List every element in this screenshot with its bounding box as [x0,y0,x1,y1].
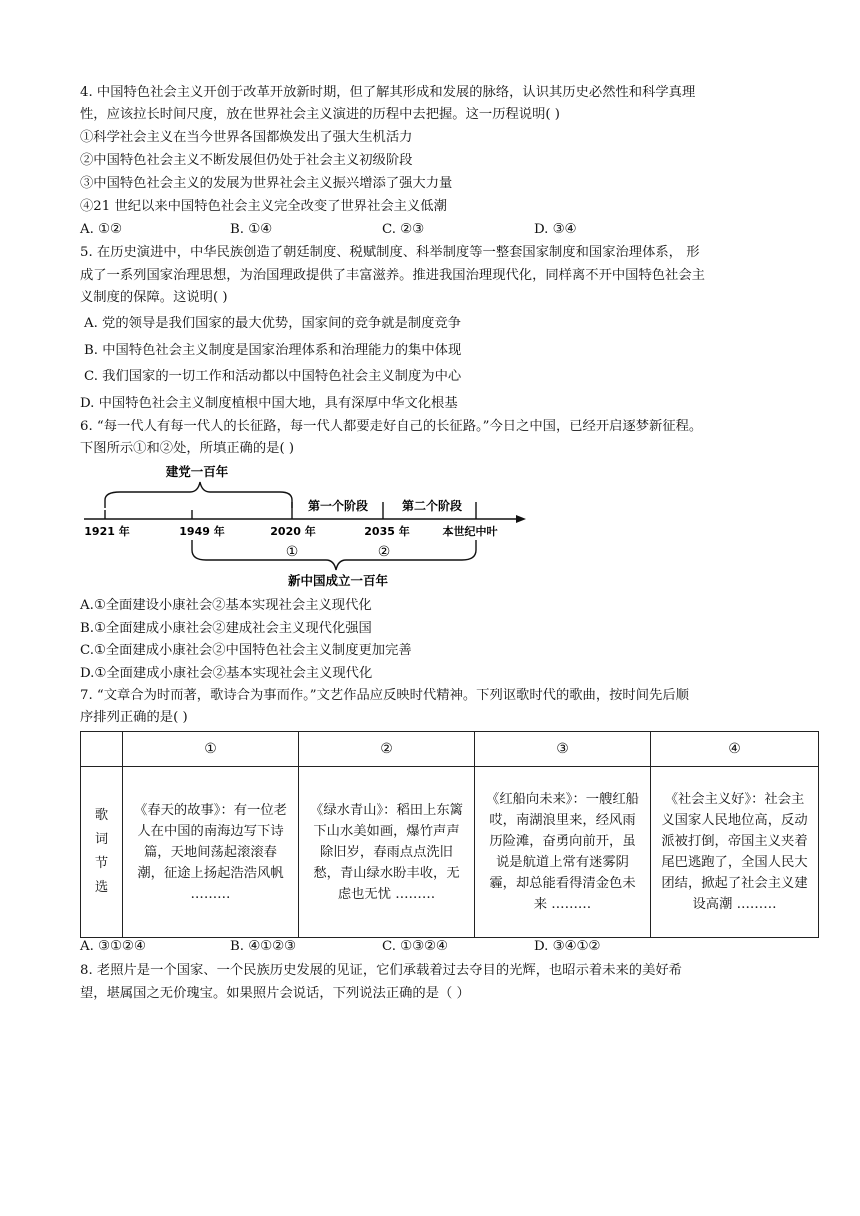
lyric-cell-2: 《绿水青山》：稻田上东篱下山水美如画，爆竹声声除旧岁，春雨点点洗旧愁，青山绿水盼丰收，无虑也无忧 ……… [299,767,475,938]
q5-stem-line-1: 5. 在历史演进中，中华民族创造了朝廷制度、税赋制度、科举制度等一整套国家制度和国家治理体系， 形 [80,245,700,260]
q4-option-c[interactable]: C. ②③ [382,222,424,237]
q7-option-a[interactable]: A. ③①②④ [80,939,146,954]
lyric-cell-3: 《红船向未来》：一艘红船哎，南湖浪里来，经风雨历险滩，奋勇向前开，虽说是航道上常有迷雾阴霾，却总能看得清金色未来 ……… [475,767,651,938]
q7-option-b[interactable]: B. ④①②③ [230,939,296,954]
marker-1: ① [285,544,299,560]
year-mid-century: 本世纪中叶 [442,525,498,538]
q7-option-d[interactable]: D. ③④①② [534,939,601,954]
q7-options [80,938,640,956]
lyric-cell-4: 《社会主义好》：社会主义国家人民地位高，反动派被打倒，帝国主义夹着尾巴逃跑了，全国人民大团结，掀起了社会主义建设高潮 ……… [651,767,819,938]
q5-option-c[interactable]: C. 我们国家的一切工作和活动都以中国特色社会主义制度为中心 [84,369,462,384]
q4-option-b[interactable]: B. ①④ [230,222,273,237]
q4-item-4: ④21 世纪以来中国特色社会主义完全改变了世界社会主义低潮 [80,199,447,214]
table-header-4: ④ [651,732,819,767]
lyrics-table [80,731,819,938]
q6-option-a[interactable]: A.①全面建设小康社会②基本实现社会主义现代化 [80,598,372,613]
q5-option-a[interactable]: A. 党的领导是我们国家的最大优势，国家间的竞争就是制度竞争 [84,316,462,331]
q8-stem-line-2: 望，堪属国之无价瑰宝。如果照片会说话，下列说法正确的是（ ） [80,986,470,1001]
label-stage-2: 第二个阶段 [401,499,463,513]
year-2035: 2035 年 [364,525,410,538]
q4-item-3: ③中国特色社会主义的发展为世界社会主义振兴增添了强大力量 [80,176,453,191]
q4-option-d[interactable]: D. ③④ [534,222,577,237]
label-stage-1: 第一个阶段 [307,499,369,513]
q7-option-c[interactable]: C. ①③②④ [382,939,448,954]
q5-stem-line-2: 成了一系列国家治理思想，为治国理政提供了丰富滋养。推进我国治理现代化，同样离不开中国特色社会主 [80,268,705,283]
table-row [81,767,819,938]
label-party-centenary: 建党一百年 [165,464,229,479]
timeline-arrow [516,515,526,523]
label-prc-centenary: 新中国成立一百年 [287,573,389,588]
q7-stem-line-2: 序排列正确的是( ) [80,710,188,725]
q7-stem-line-1: 7. “文章合为时而著，歌诗合为事而作。”文艺作品应反映时代精神。下列讴歌时代的歌曲，按时间先后顺 [80,688,689,703]
lyric-cell-1: 《春天的故事》：有一位老人在中国的南海边写下诗篇，天地间荡起滚滚春潮，征途上扬起浩浩风帆 ……… [123,767,299,938]
q6-option-d[interactable]: D.①全面建成小康社会②基本实现社会主义现代化 [80,666,373,681]
q6-option-b[interactable]: B.①全面建成小康社会②建成社会主义现代化强国 [80,621,372,636]
q6-stem-line-1: 6. “每一代人有每一代人的长征路，每一代人都要走好自己的长征路。”今日之中国，已经开启逐梦新征程。 [80,419,703,434]
table-header-row [81,732,819,767]
q4-stem-line-1: 4. 中国特色社会主义开创于改革开放新时期，但了解其形成和发展的脉络，认识其历史必然性和科学真理 [80,85,696,100]
q4-item-1: ①科学社会主义在当今世界各国都焕发出了强大生机活力 [80,130,413,145]
marker-2: ② [377,544,391,560]
bottom-brace [192,540,476,570]
table-header-3: ③ [475,732,651,767]
q4-stem-line-2: 性，应该拉长时间尺度，放在世界社会主义演进的历程中去把握。这一历程说明( ) [80,107,560,122]
q4-option-a[interactable]: A. ①② [80,222,122,237]
q5-option-b[interactable]: B. 中国特色社会主义制度是国家治理体系和治理能力的集中体现 [84,343,462,358]
q5-option-d[interactable]: D. 中国特色社会主义制度植根中国大地，具有深厚中华文化根基 [80,396,458,411]
year-1949: 1949 年 [179,525,225,538]
table-corner-cell [81,732,123,767]
q4-options [80,221,640,239]
year-2020: 2020 年 [270,525,316,538]
table-header-1: ① [123,732,299,767]
q6-option-c[interactable]: C.①全面建成小康社会②中国特色社会主义制度更加完善 [80,643,412,658]
q4-item-2: ②中国特色社会主义不断发展但仍处于社会主义初级阶段 [80,153,413,168]
year-1921: 1921 年 [84,525,130,538]
table-header-2: ② [299,732,475,767]
q8-stem-line-1: 8. 老照片是一个国家、一个民族历史发展的见证，它们承载着过去夺目的光辉，也昭示着未来的美好希 [80,963,682,978]
top-brace [105,482,292,508]
timeline-diagram [80,464,530,588]
q6-stem-line-2: 下图所示①和②处，所填正确的是( ) [80,441,295,456]
q5-stem-line-3: 义制度的保障。这说明( ) [80,290,228,305]
row-label: 歌词节选 [94,808,109,895]
